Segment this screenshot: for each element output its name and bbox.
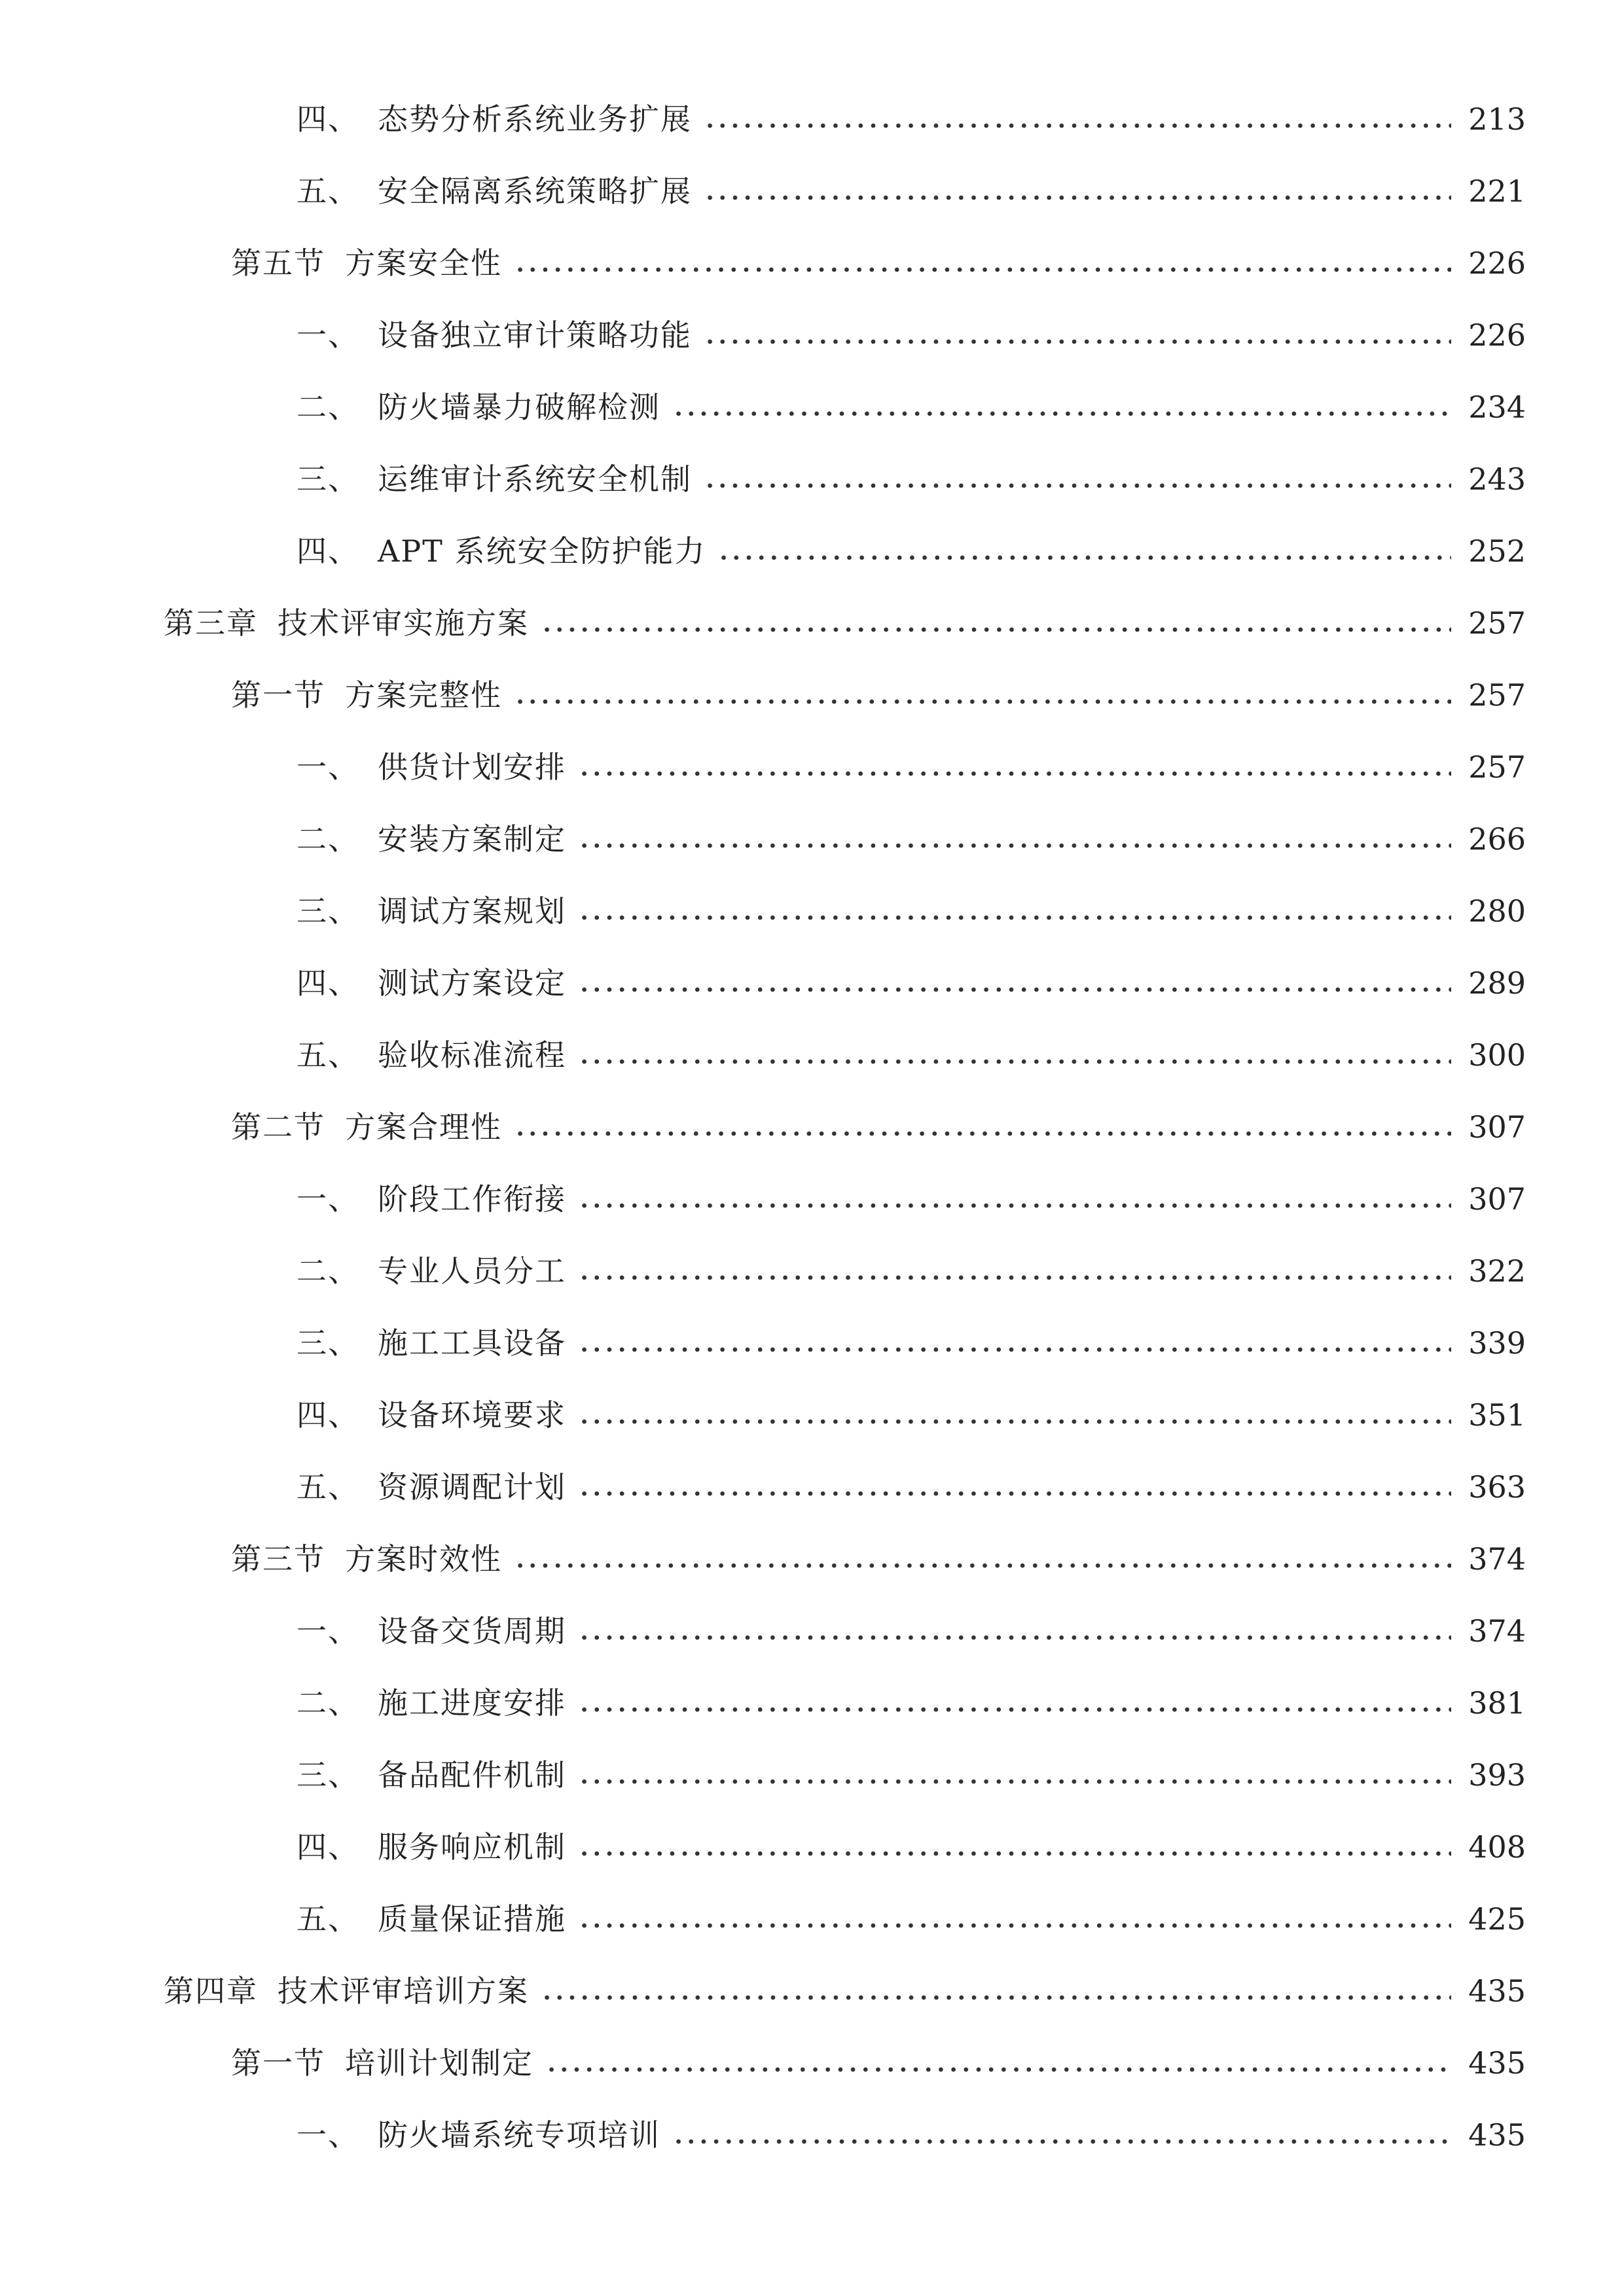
toc-entry-number: 一、 (297, 1181, 359, 1217)
dot-leader (578, 1274, 1451, 1281)
toc-entry-title: 调试方案规划 (378, 893, 566, 929)
toc-entry-number: 四、 (297, 1829, 359, 1865)
toc-entry[interactable] (297, 957, 1526, 1009)
toc-entry-title: 验收标准流程 (378, 1037, 566, 1073)
toc-entry-page: 351 (1468, 1397, 1526, 1433)
dot-leader (704, 482, 1451, 489)
toc-entry-title: 备品配件机制 (378, 1757, 566, 1793)
toc-entry-number: 五、 (297, 1037, 359, 1073)
toc-entry[interactable] (297, 1389, 1526, 1441)
toc-entry-page: 243 (1468, 461, 1526, 497)
toc-entry-number: 五、 (297, 173, 359, 209)
dot-leader (704, 338, 1451, 345)
toc-entry-page: 393 (1468, 1757, 1526, 1793)
toc-entry-title: APT 系统安全防护能力 (378, 533, 706, 569)
toc-entry-page: 221 (1468, 173, 1526, 209)
toc-entry[interactable] (297, 1677, 1526, 1729)
dot-leader (514, 1130, 1451, 1137)
dot-leader (578, 1346, 1451, 1353)
dot-leader (578, 914, 1451, 921)
toc-entry-page: 266 (1468, 821, 1526, 857)
dot-leader (578, 1850, 1451, 1857)
toc-entry-number: 第一节 (231, 677, 325, 713)
toc-entry-title: 态势分析系统业务扩展 (378, 101, 692, 137)
toc-entry-title: 施工进度安排 (378, 1685, 566, 1721)
toc-entry-title: 运维审计系统安全机制 (378, 461, 692, 497)
dot-leader (578, 986, 1451, 993)
toc-entry-page: 257 (1468, 677, 1526, 713)
toc-entry[interactable] (297, 1173, 1526, 1225)
toc-entry[interactable] (297, 1893, 1526, 1945)
toc-entry-title: 设备交货周期 (378, 1613, 566, 1649)
dot-leader (514, 698, 1451, 705)
toc-entry[interactable] (231, 237, 1526, 289)
toc-entry[interactable] (164, 597, 1526, 649)
toc-entry-number: 四、 (297, 533, 359, 569)
toc-entry[interactable] (164, 1965, 1526, 2017)
toc-entry-title: 专业人员分工 (378, 1253, 566, 1289)
toc-entry-number: 三、 (297, 461, 359, 497)
dot-leader (704, 122, 1451, 129)
toc-entry-page: 435 (1468, 2117, 1526, 2153)
toc-entry-number: 一、 (297, 317, 359, 353)
toc-entry-page: 280 (1468, 893, 1526, 929)
toc-entry-title: 阶段工作衔接 (378, 1181, 566, 1217)
toc-entry[interactable] (297, 525, 1526, 577)
toc-entry-title: 安全隔离系统策略扩展 (378, 173, 692, 209)
toc-entry-page: 363 (1468, 1469, 1526, 1505)
toc-entry[interactable] (297, 1245, 1526, 1297)
dot-leader (578, 1058, 1451, 1065)
dot-leader (578, 1202, 1451, 1209)
toc-entry-number: 二、 (297, 389, 359, 425)
toc-entry-number: 第五节 (231, 245, 325, 281)
toc-entry[interactable] (297, 741, 1526, 793)
toc-entry-number: 三、 (297, 1325, 359, 1361)
dot-leader (578, 1418, 1451, 1425)
toc-entry[interactable] (297, 93, 1526, 145)
toc-entry-page: 213 (1468, 101, 1526, 137)
dot-leader (578, 1706, 1451, 1713)
toc-entry-number: 一、 (297, 1613, 359, 1649)
toc-entry[interactable] (231, 2037, 1526, 2089)
dot-leader (578, 770, 1451, 777)
toc-entry-title: 质量保证措施 (378, 1901, 566, 1937)
toc-entry-number: 第三章 (164, 605, 258, 641)
toc-entry-number: 五、 (297, 1901, 359, 1937)
toc-entry-number: 四、 (297, 1397, 359, 1433)
toc-entry-number: 三、 (297, 893, 359, 929)
toc-entry[interactable] (297, 885, 1526, 937)
toc-entry[interactable] (297, 813, 1526, 865)
toc-entry-page: 307 (1468, 1109, 1526, 1145)
toc-entry-number: 一、 (297, 749, 359, 785)
toc-entry-number: 四、 (297, 965, 359, 1001)
toc-entry-number: 第一节 (231, 2045, 325, 2081)
toc-entry[interactable] (297, 1461, 1526, 1513)
dot-leader (541, 1994, 1451, 2001)
toc-entry-title: 服务响应机制 (378, 1829, 566, 1865)
toc-entry[interactable] (231, 1101, 1526, 1153)
toc-entry-page: 374 (1468, 1613, 1526, 1649)
dot-leader (578, 1490, 1451, 1497)
toc-entry-title: 防火墙系统专项培训 (378, 2117, 660, 2153)
toc-entry-number: 一、 (297, 2117, 359, 2153)
toc-entry-number: 五、 (297, 1469, 359, 1505)
toc-entry-title: 防火墙暴力破解检测 (378, 389, 660, 425)
toc-entry-number: 二、 (297, 1685, 359, 1721)
toc-entry[interactable] (297, 309, 1526, 361)
toc-entry-page: 322 (1468, 1253, 1526, 1289)
toc-entry-title: 施工工具设备 (378, 1325, 566, 1361)
dot-leader (514, 266, 1451, 273)
toc-entry-page: 300 (1468, 1037, 1526, 1073)
toc-entry-page: 425 (1468, 1901, 1526, 1937)
toc-entry-page: 307 (1468, 1181, 1526, 1217)
toc-entry[interactable] (297, 1605, 1526, 1657)
toc-entry-page: 435 (1468, 2045, 1526, 2081)
toc-entry-number: 三、 (297, 1757, 359, 1793)
toc-entry-page: 252 (1468, 533, 1526, 569)
toc-entry-page: 257 (1468, 749, 1526, 785)
dot-leader (578, 1922, 1451, 1929)
toc-entry-title: 资源调配计划 (378, 1469, 566, 1505)
dot-leader (514, 1562, 1451, 1569)
toc-entry-title: 方案安全性 (345, 245, 502, 281)
toc-entry[interactable] (297, 453, 1526, 505)
toc-entry-page: 257 (1468, 605, 1526, 641)
dot-leader (578, 1778, 1451, 1785)
toc-entry[interactable] (231, 669, 1526, 721)
toc-entry-page: 435 (1468, 1973, 1526, 2009)
toc-entry-title: 技术评审实施方案 (278, 605, 529, 641)
dot-leader (704, 194, 1451, 201)
toc-entry[interactable] (297, 381, 1526, 433)
toc-entry-number: 二、 (297, 1253, 359, 1289)
toc-entry-page: 374 (1468, 1541, 1526, 1577)
toc-entry[interactable] (297, 165, 1526, 217)
dot-leader (717, 554, 1451, 561)
toc-entry-title: 设备环境要求 (378, 1397, 566, 1433)
toc-entry-number: 第二节 (231, 1109, 325, 1145)
dot-leader (672, 410, 1451, 417)
dot-leader (578, 1634, 1451, 1641)
toc-entry[interactable] (231, 1533, 1526, 1585)
toc-entry-page: 289 (1468, 965, 1526, 1001)
toc-entry[interactable] (297, 1317, 1526, 1369)
dot-leader (672, 2138, 1451, 2145)
toc-entry-title: 方案合理性 (345, 1109, 502, 1145)
toc-entry[interactable] (297, 1749, 1526, 1801)
dot-leader (578, 842, 1451, 849)
toc-entry-page: 234 (1468, 389, 1526, 425)
toc-entry-title: 安装方案制定 (378, 821, 566, 857)
toc-entry-title: 测试方案设定 (378, 965, 566, 1001)
toc-entry-number: 第三节 (231, 1541, 325, 1577)
toc-entry-title: 培训计划制定 (345, 2045, 533, 2081)
toc-entry-title: 方案时效性 (345, 1541, 502, 1577)
toc-entry-number: 二、 (297, 821, 359, 857)
toc-entry-title: 技术评审培训方案 (278, 1973, 529, 2009)
toc-entry-page: 226 (1468, 245, 1526, 281)
toc-entry-number: 四、 (297, 101, 359, 137)
toc-entry[interactable] (297, 1029, 1526, 1081)
toc-entry-title: 设备独立审计策略功能 (378, 317, 692, 353)
toc-entry-page: 226 (1468, 317, 1526, 353)
dot-leader (545, 2066, 1451, 2073)
toc-entry-number: 第四章 (164, 1973, 258, 2009)
toc-entry[interactable] (297, 2109, 1526, 2161)
toc-entry-page: 408 (1468, 1829, 1526, 1865)
toc-entry-page: 339 (1468, 1325, 1526, 1361)
toc-entry-title: 方案完整性 (345, 677, 502, 713)
toc-entry-title: 供货计划安排 (378, 749, 566, 785)
toc-entry[interactable] (297, 1821, 1526, 1873)
toc-entry-page: 381 (1468, 1685, 1526, 1721)
dot-leader (541, 626, 1451, 633)
